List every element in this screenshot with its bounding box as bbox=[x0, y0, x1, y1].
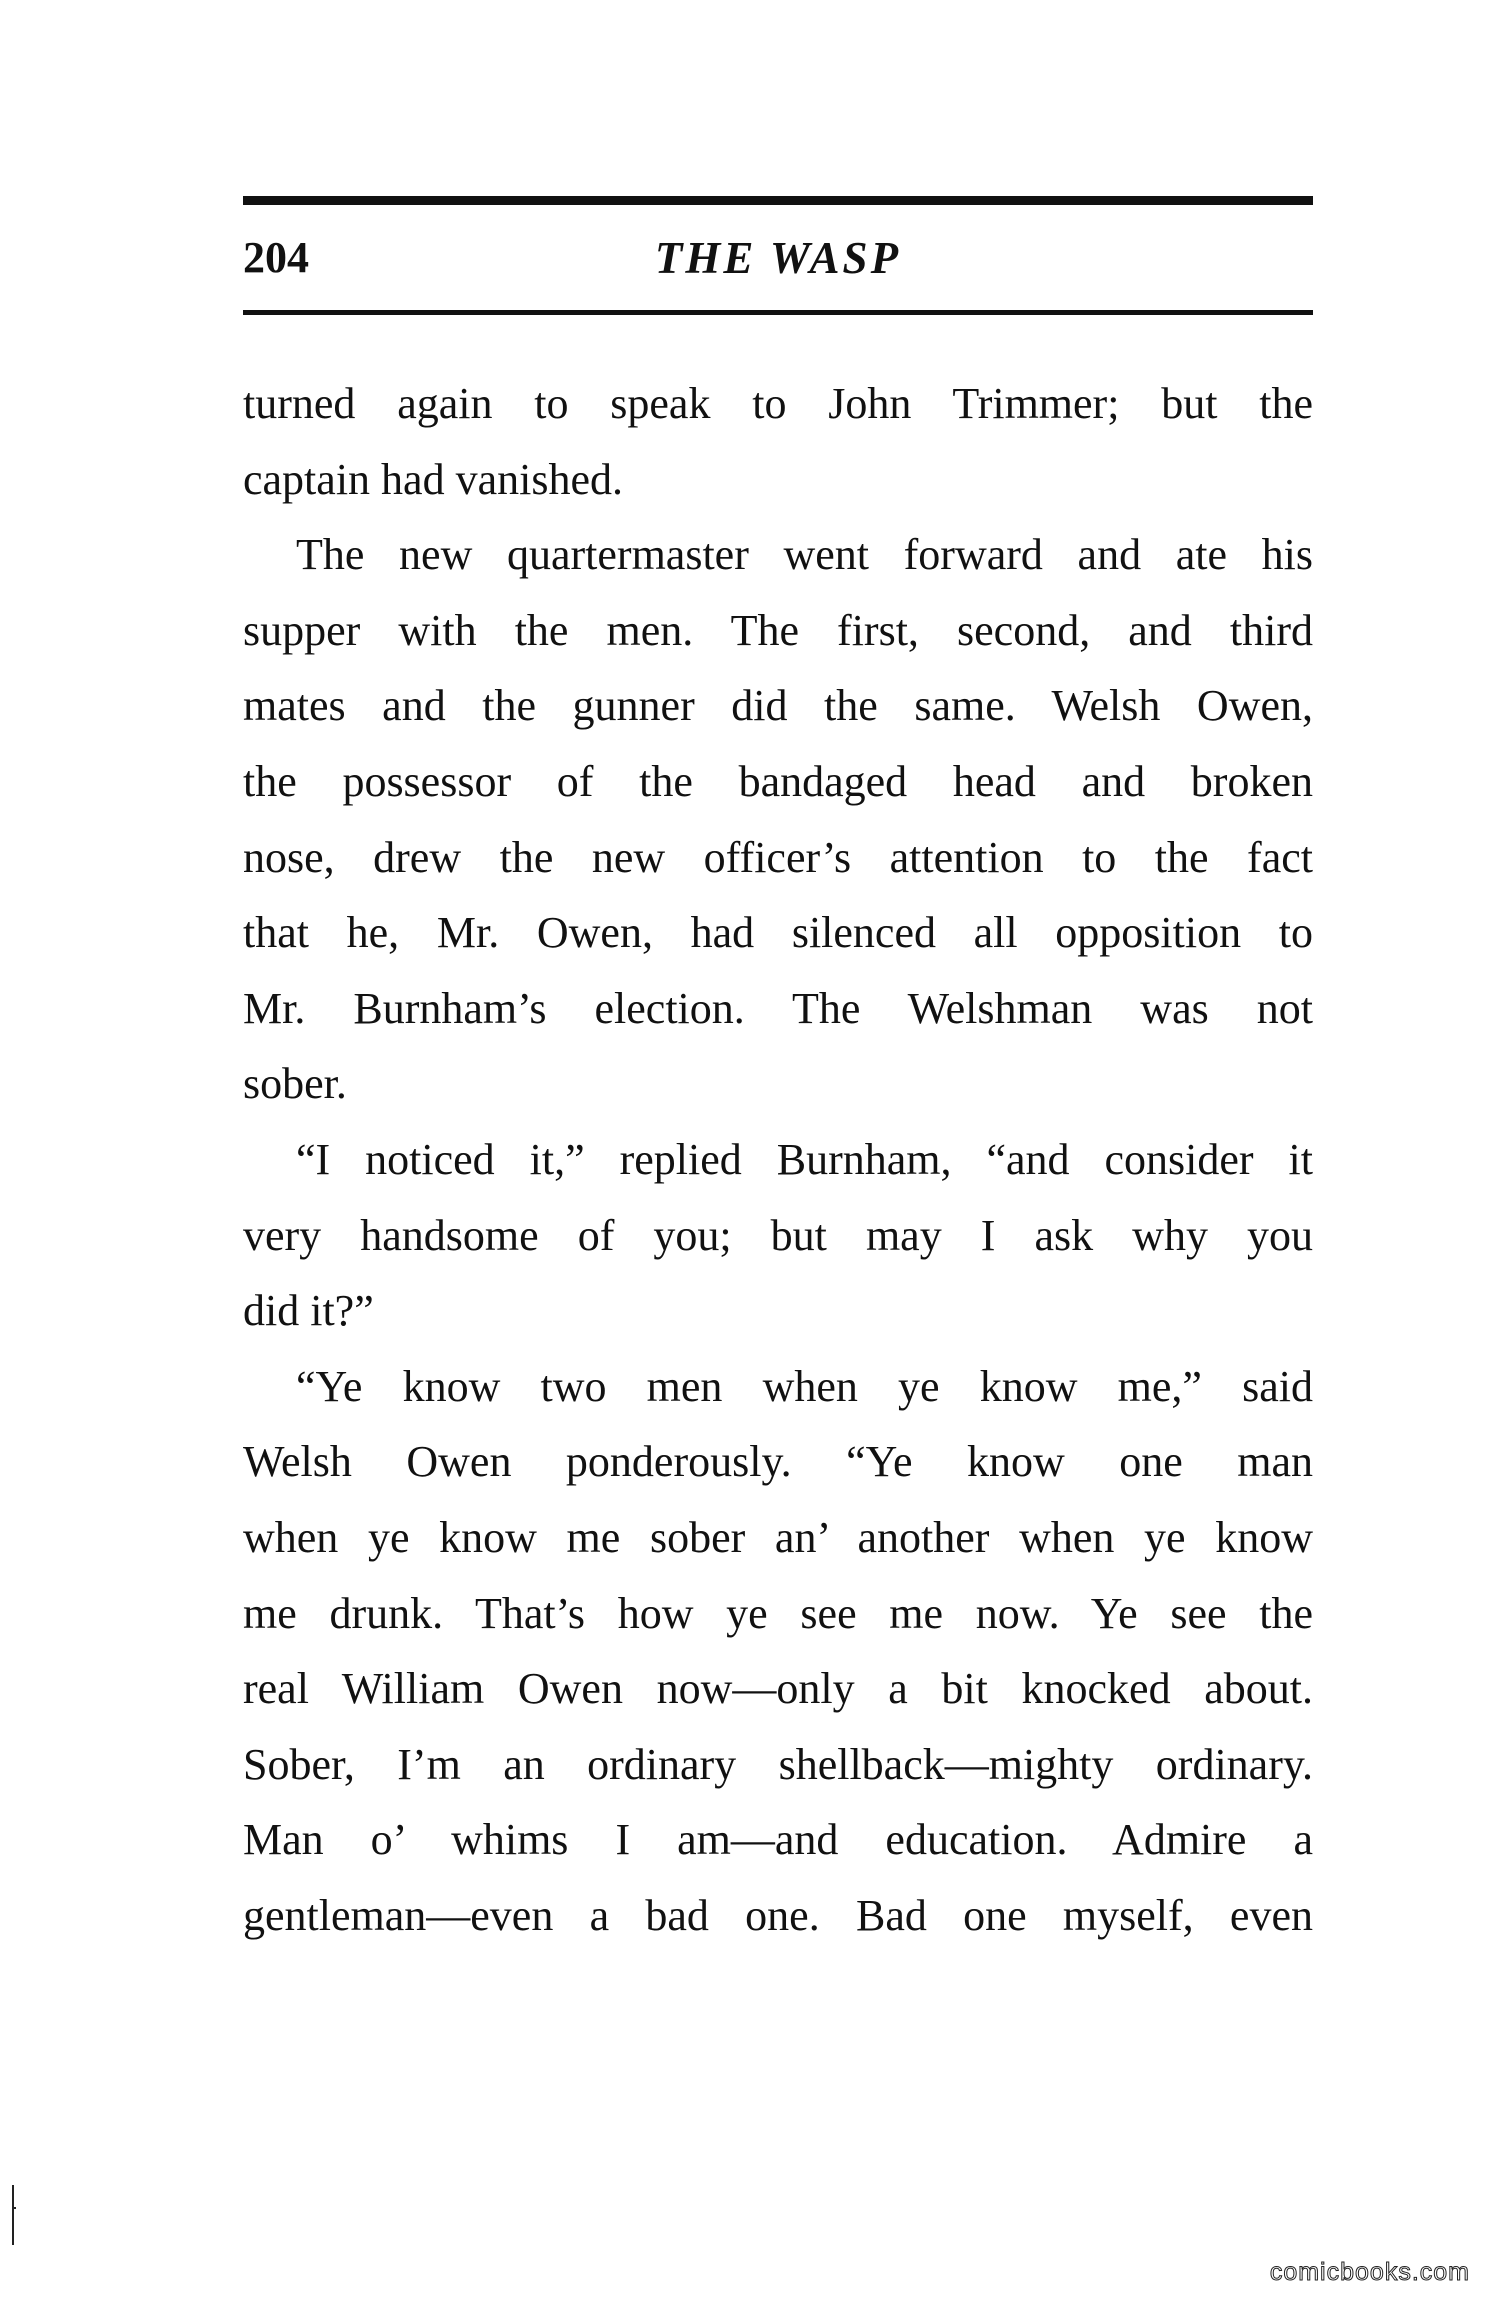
header-rule-bottom bbox=[243, 310, 1313, 315]
body-text bbox=[243, 366, 1313, 1953]
text-line: that he, Mr. Owen, had silenced all opposition to bbox=[243, 908, 1313, 958]
text-line: “Ye know two men when ye know me,” said bbox=[296, 1361, 1313, 1411]
watermark: comicbooks.com bbox=[1269, 2258, 1470, 2286]
scan-margin-mark bbox=[10, 2185, 16, 2245]
text-line: when ye know me sober an’ another when ye know bbox=[243, 1512, 1313, 1562]
text-line: sober. bbox=[243, 1059, 347, 1109]
margin-tick-icon bbox=[10, 2185, 16, 2245]
text-line: “I noticed it,” replied Burnham, “and consider it bbox=[296, 1134, 1313, 1184]
text-line: The new quartermaster went forward and ate his bbox=[296, 530, 1313, 580]
text-line: the possessor of the bandaged head and broken bbox=[243, 756, 1313, 806]
text-line: mates and the gunner did the same. Welsh Owen, bbox=[243, 681, 1313, 731]
page-number: 204 bbox=[243, 233, 309, 282]
text-line: Mr. Burnham’s election. The Welshman was not bbox=[243, 983, 1313, 1033]
text-line: Sober, I’m an ordinary shellback—mighty ordinary. bbox=[243, 1739, 1313, 1789]
text-line: Man o’ whims I am—and education. Admire a bbox=[243, 1815, 1313, 1865]
page-header bbox=[243, 228, 1313, 288]
text-line: me drunk. That’s how ye see me now. Ye see the bbox=[243, 1588, 1313, 1638]
running-title: THE WASP bbox=[654, 233, 902, 283]
text-line: did it?” bbox=[243, 1286, 374, 1336]
text-line: turned again to speak to John Trimmer; but the bbox=[243, 379, 1313, 428]
text-line: captain had vanished. bbox=[243, 454, 623, 504]
text-line: Welsh Owen ponderously. “Ye know one man bbox=[243, 1437, 1313, 1487]
header-rule-top bbox=[243, 196, 1313, 205]
text-line: real William Owen now—only a bit knocked about. bbox=[243, 1664, 1313, 1714]
text-line: very handsome of you; but may I ask why you bbox=[243, 1210, 1313, 1260]
text-line: nose, drew the new officer’s attention to the fact bbox=[243, 832, 1313, 882]
text-line: gentleman—even a bad one. Bad one myself, even bbox=[243, 1890, 1313, 1940]
text-line: supper with the men. The first, second, and third bbox=[243, 605, 1313, 655]
